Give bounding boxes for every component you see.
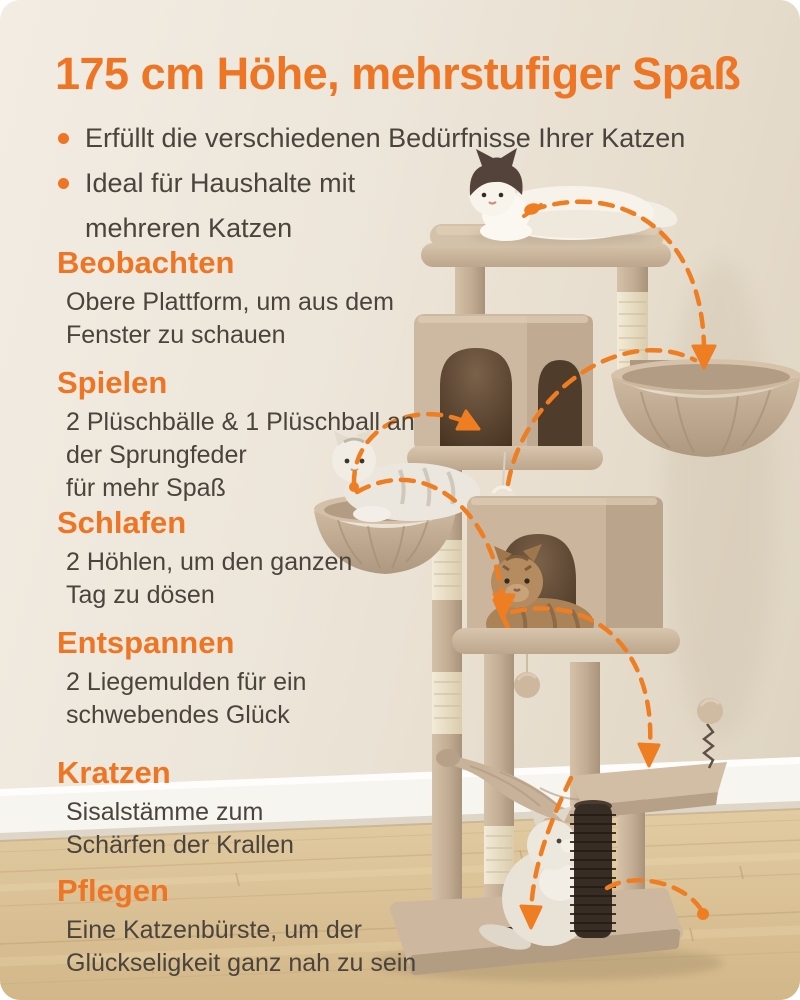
plush-ball-lower xyxy=(514,654,540,698)
feature-heading: Kratzen xyxy=(57,755,171,790)
feature-line: Fenster zu schauen xyxy=(66,321,286,350)
feature-line: der Sprungfeder xyxy=(66,441,247,470)
feature-heading: Pflegen xyxy=(57,873,169,908)
upper-cave-opening xyxy=(440,348,512,452)
wall-shadow xyxy=(665,260,775,740)
feature-heading: Schlafen xyxy=(57,505,187,540)
feature-heading: Entspannen xyxy=(57,625,235,660)
feature-line: 2 Liegemulden für ein xyxy=(66,668,307,697)
feature-heading: Beobachten xyxy=(57,245,235,280)
feature-line: Schärfen der Krallen xyxy=(66,831,294,860)
cat-brush xyxy=(570,800,616,938)
feature-line: 2 Höhlen, um den ganzen xyxy=(66,548,353,577)
intro-bullet-line: mehreren Katzen xyxy=(85,213,293,243)
feature-heading: Spielen xyxy=(57,365,168,400)
feature-line: Glückseligkeit ganz nah zu sein xyxy=(66,949,417,978)
feature-line: schwebendes Glück xyxy=(66,701,290,730)
lower-condo-board xyxy=(452,628,680,654)
feature-line: Tag zu dösen xyxy=(66,581,215,610)
feature-line: für mehr Spaß xyxy=(66,474,226,503)
feature-line: Sisalstämme zum xyxy=(66,798,264,827)
feature-line: Obere Plattform, um aus dem xyxy=(66,288,394,317)
intro-bullet-line: Ideal für Haushalte mit xyxy=(85,168,356,198)
feature-line: 2 Plüschbälle & 1 Plüschball an xyxy=(66,408,415,437)
page-title: 175 cm Höhe, mehrstufiger Spaß xyxy=(55,48,741,99)
intro-bullet-text: Erfüllt die verschiedenen Bedürfnisse Ihrer Katzen xyxy=(85,123,686,153)
feature-line: Eine Katzenbürste, um der xyxy=(66,916,362,945)
upper-cave-opening-side xyxy=(538,360,582,448)
